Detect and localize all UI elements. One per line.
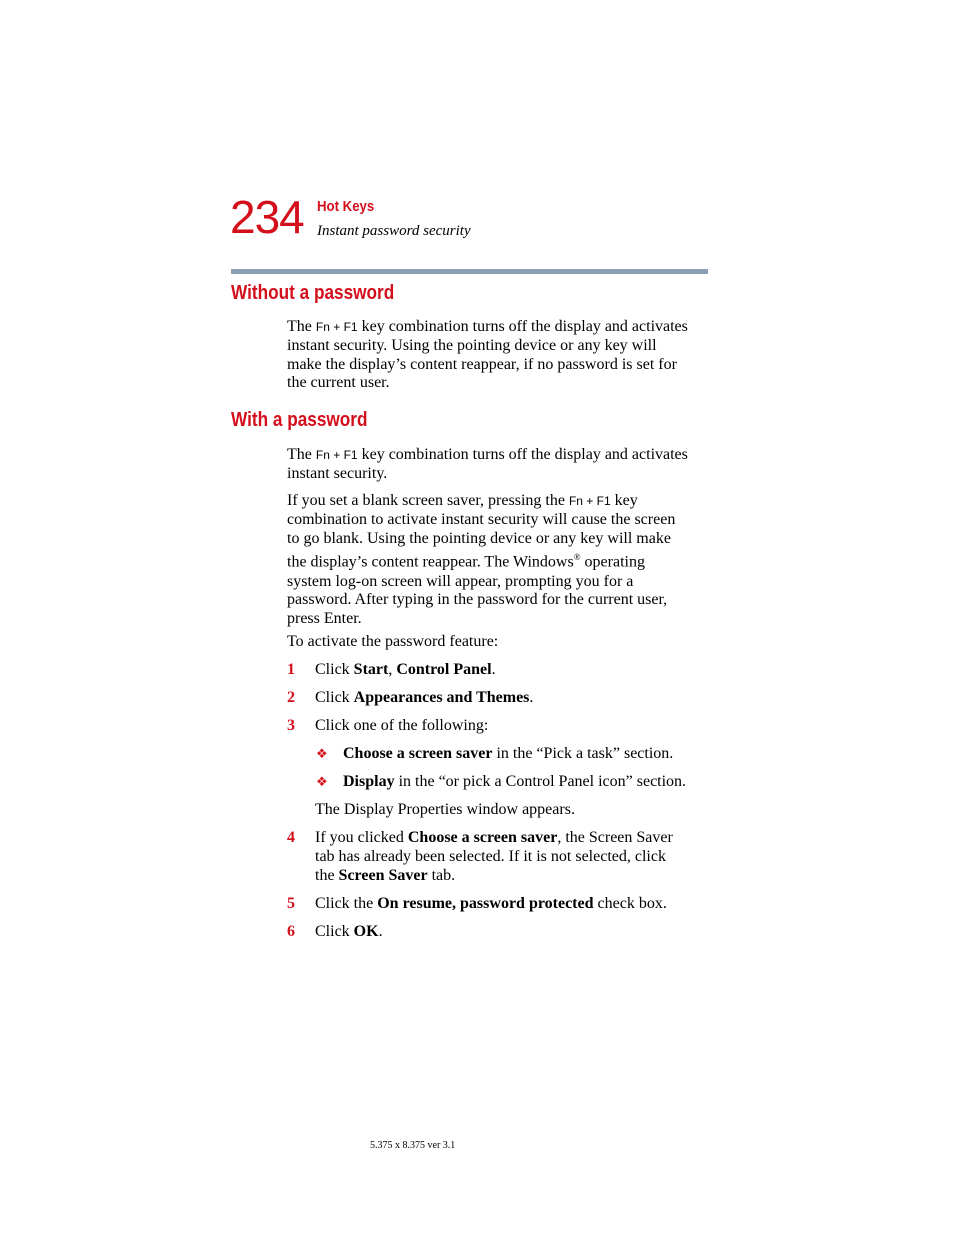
step-2: Click Appearances and Themes. (315, 689, 534, 706)
step-number-6: 6 (287, 923, 295, 940)
subsection-title: Instant password security (317, 223, 471, 239)
page-footer: 5.375 x 8.375 ver 3.1 (370, 1140, 456, 1151)
step-number-4: 4 (287, 829, 295, 846)
step-number-5: 5 (287, 895, 295, 912)
step-5: Click the On resume, password protected check box. (315, 895, 667, 912)
section-title: Hot Keys (317, 198, 375, 215)
bullet-item-2: Display in the “or pick a Control Panel icon” section. (343, 773, 687, 790)
heading-without-password: Without a password (231, 282, 395, 304)
step-3: Click one of the following: (315, 717, 489, 734)
step-number-3: 3 (287, 717, 295, 734)
bullet-item-1: Choose a screen saver in the “Pick a task” section. (343, 745, 674, 762)
page-number: 234 (230, 191, 304, 243)
step-3-note: The Display Properties window appears. (315, 801, 575, 818)
step-1: Click Start, Control Panel. (315, 661, 496, 678)
paragraph-with-password-1: The Fn + F1 key combination turns off the display and activates instant security. (287, 446, 688, 482)
step-6: Click OK. (315, 923, 383, 940)
heading-with-password: With a password (231, 409, 368, 431)
diamond-bullet-icon: ❖ (316, 774, 328, 789)
paragraph-activate-intro: To activate the password feature: (287, 633, 499, 650)
step-number-1: 1 (287, 661, 295, 678)
key-fn: Fn (315, 320, 330, 334)
paragraph-with-password-2: If you set a blank screen saver, pressing the Fn + F1 key combination to activate instant security will cause the screen to go blank. Using the pointing device or any key will make the display’s content reappear. The Windows® operating system log-on screen will appear, prompting you for a password. After typing in the password for the current user, press Enter. (287, 492, 676, 628)
header-rule (231, 269, 708, 274)
diamond-bullet-icon: ❖ (316, 746, 328, 761)
step-4: If you clicked Choose a screen saver, the Screen Saver tab has already been selected. If it is not selected, click the Screen Saver tab. (315, 829, 673, 884)
key-f1: F1 (343, 320, 358, 334)
step-number-2: 2 (287, 689, 295, 706)
paragraph-without-password: The Fn + F1 key combination turns off the display and activates instant security. Using the pointing device or any key will make the display’s content reappear, if no password is set for the current user. (287, 318, 688, 392)
registered-mark: ® (573, 552, 581, 563)
